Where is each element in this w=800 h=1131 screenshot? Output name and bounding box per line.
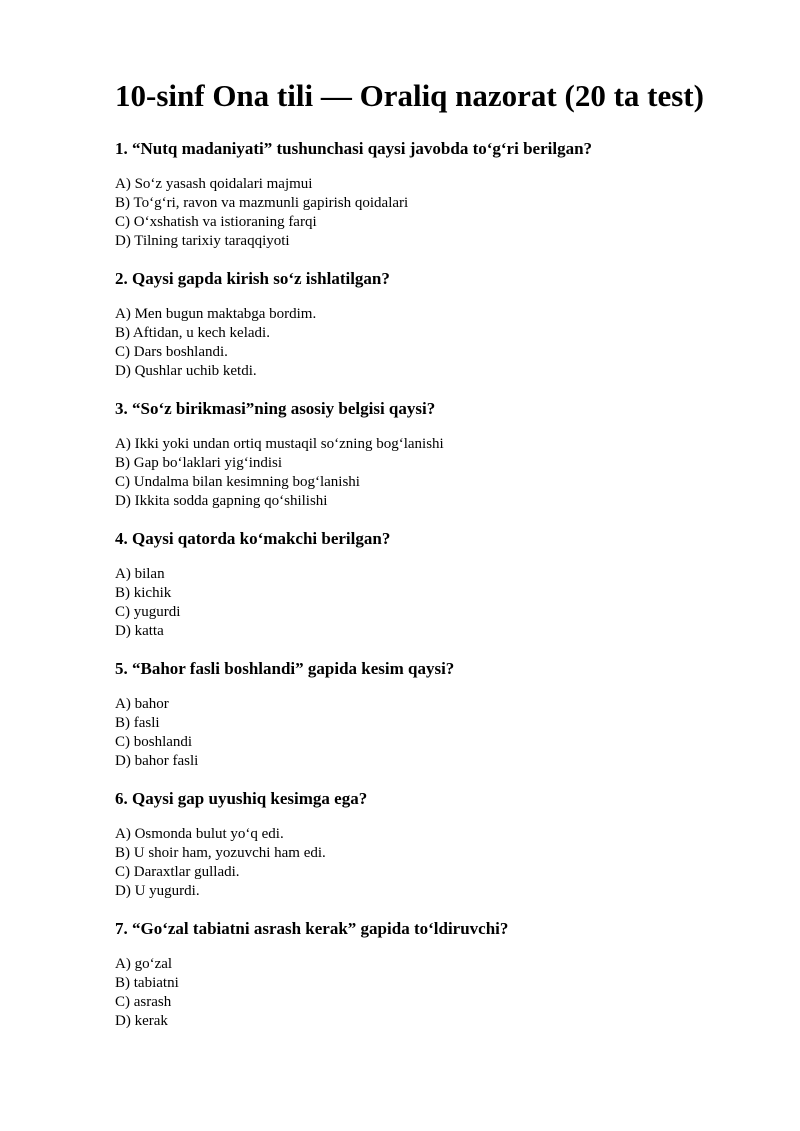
question-text: 3. “So‘z birikmasi”ning asosiy belgisi qaysi? [115, 399, 436, 418]
answer-option: B) fasli [115, 715, 160, 731]
answer-option: C) Daraxtlar gulladi. [115, 864, 240, 880]
answer-option: C) boshlandi [115, 734, 193, 750]
answer-option: A) Osmonda bulut yo‘q edi. [115, 826, 284, 842]
answer-option: D) U yugurdi. [115, 883, 200, 899]
question-text: 7. “Go‘zal tabiatni asrash kerak” gapida to‘ldiruvchi? [115, 919, 509, 938]
answer-option: B) tabiatni [115, 975, 179, 991]
question-list [115, 138, 728, 1031]
answer-option: B) Gap bo‘laklari yig‘indisi [115, 455, 283, 471]
question-block-3 [115, 398, 728, 511]
answer-options [115, 695, 728, 771]
answer-option: B) Aftidan, u kech keladi. [115, 325, 270, 341]
answer-option: C) Dars boshlandi. [115, 344, 228, 360]
answer-option: B) kichik [115, 585, 172, 601]
answer-option: A) So‘z yasash qoidalari majmui [115, 176, 313, 192]
answer-option: D) Ikkita sodda gapning qo‘shilishi [115, 493, 328, 509]
answer-option: D) bahor fasli [115, 753, 199, 769]
answer-option: A) Ikki yoki undan ortiq mustaqil so‘zning bog‘lanishi [115, 436, 444, 452]
answer-option: D) Qushlar uchib ketdi. [115, 363, 257, 379]
answer-options [115, 825, 728, 901]
answer-option: A) bahor [115, 696, 169, 712]
answer-option: D) kerak [115, 1013, 168, 1029]
answer-option: C) Undalma bilan kesimning bog‘lanishi [115, 474, 360, 490]
answer-option: C) yugurdi [115, 604, 181, 620]
answer-option: A) Men bugun maktabga bordim. [115, 306, 317, 322]
question-block-2 [115, 268, 728, 381]
answer-option: D) Tilning tarixiy taraqqiyoti [115, 233, 290, 249]
answer-options [115, 435, 728, 511]
answer-options [115, 955, 728, 1031]
answer-options [115, 565, 728, 641]
answer-options [115, 175, 728, 251]
question-block-7 [115, 918, 728, 1031]
answer-option: C) O‘xshatish va istioraning farqi [115, 214, 317, 230]
question-block-4 [115, 528, 728, 641]
question-text: 2. Qaysi gapda kirish so‘z ishlatilgan? [115, 269, 390, 288]
question-block-1 [115, 138, 728, 251]
answer-option: B) U shoir ham, yozuvchi ham edi. [115, 845, 326, 861]
answer-option: C) asrash [115, 994, 172, 1010]
answer-option: A) go‘zal [115, 956, 173, 972]
answer-option: A) bilan [115, 566, 165, 582]
document-title: 10-sinf Ona tili — Oraliq nazorat (20 ta test) [115, 78, 704, 113]
question-text: 1. “Nutq madaniyati” tushunchasi qaysi javobda to‘g‘ri berilgan? [115, 139, 593, 158]
answer-options [115, 305, 728, 381]
answer-option: B) To‘g‘ri, ravon va mazmunli gapirish qoidalari [115, 195, 409, 211]
answer-option: D) katta [115, 623, 164, 639]
question-text: 5. “Bahor fasli boshlandi” gapida kesim qaysi? [115, 659, 455, 678]
question-block-6 [115, 788, 728, 901]
question-text: 4. Qaysi qatorda ko‘makchi berilgan? [115, 529, 391, 548]
question-block-5 [115, 658, 728, 771]
question-text: 6. Qaysi gap uyushiq kesimga ega? [115, 789, 368, 808]
